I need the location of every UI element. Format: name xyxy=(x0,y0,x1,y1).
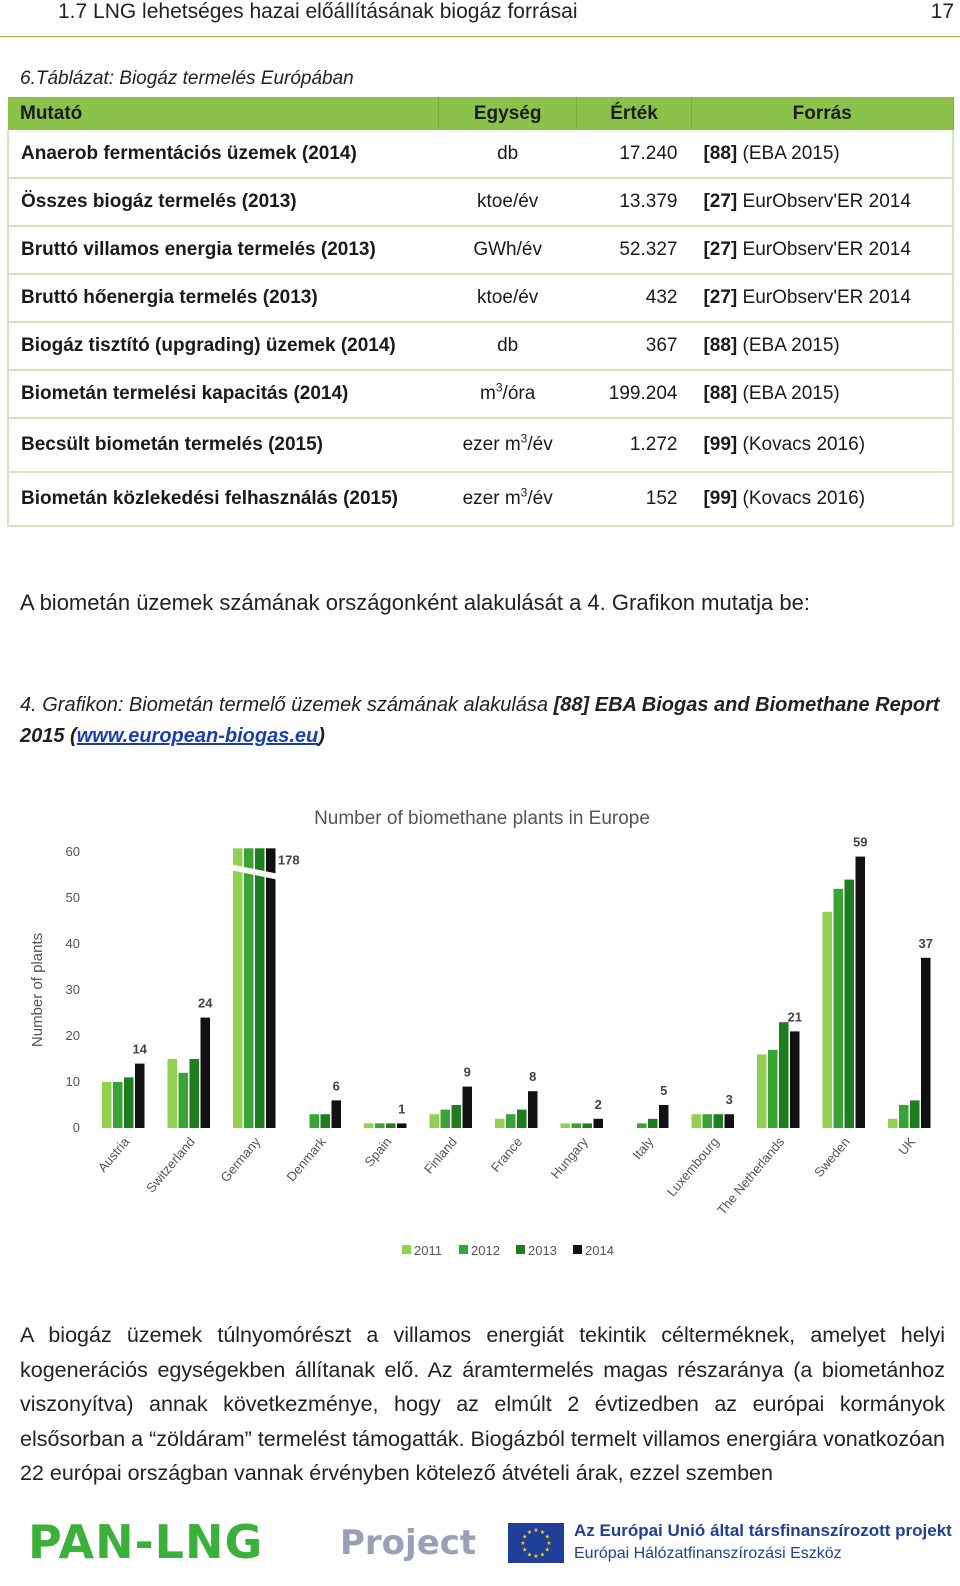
bar-sweden-2011 xyxy=(823,912,833,1128)
page-header xyxy=(0,0,960,40)
source-ref: [88] xyxy=(703,335,738,356)
bar-germany-2014 xyxy=(266,848,276,1128)
data-label: 8 xyxy=(529,1069,537,1085)
bar-austria-2012 xyxy=(113,1082,123,1128)
bar-germany-2013 xyxy=(255,848,265,1128)
data-label: 37 xyxy=(918,935,933,951)
project-logo-text: Project xyxy=(340,1523,477,1563)
table-row xyxy=(8,322,953,370)
bar-the-netherlands-2013 xyxy=(779,1022,789,1128)
bar-italy-2013 xyxy=(648,1119,658,1128)
cell-mutato: Összes biogáz termelés (2013) xyxy=(8,178,439,226)
bar-spain-2013 xyxy=(386,1123,396,1128)
cell-forras xyxy=(691,418,953,472)
bar-austria-2011 xyxy=(102,1082,112,1128)
legend-label: 2011 xyxy=(414,1243,442,1258)
legend-swatch-2012 xyxy=(459,1245,468,1254)
bar-the-netherlands-2011 xyxy=(757,1054,767,1128)
source-text: (EBA 2015) xyxy=(737,142,840,164)
cell-forras xyxy=(691,130,953,178)
table-row xyxy=(8,370,953,418)
svg-text:★: ★ xyxy=(544,1533,550,1541)
chart-title: Number of biomethane plants in Europe xyxy=(314,808,650,829)
source-text: EurObserv'ER 2014 xyxy=(737,239,911,260)
bar-france-2013 xyxy=(517,1110,527,1128)
bar-finland-2014 xyxy=(463,1087,473,1128)
table-caption: 6.Táblázat: Biogáz termelés Európában xyxy=(20,68,354,89)
bar-sweden-2012 xyxy=(834,889,844,1128)
source-ref: [27] xyxy=(703,191,738,212)
data-label: 2 xyxy=(594,1096,602,1112)
cell-ertek: 1.272 xyxy=(577,418,692,472)
cell-ertek: 152 xyxy=(577,472,692,526)
svg-text:★: ★ xyxy=(520,1540,526,1547)
source-ref: [88] xyxy=(703,383,738,404)
unit-suffix: /év xyxy=(527,434,553,455)
page-number: 17 xyxy=(930,0,954,23)
bar-switzerland-2014 xyxy=(201,1018,211,1128)
bar-switzerland-2012 xyxy=(179,1073,189,1128)
eu-flag-icon xyxy=(508,1523,564,1563)
bar-austria-2014 xyxy=(135,1064,145,1128)
source-link[interactable]: www.european-biogas.eu xyxy=(76,725,319,747)
bar-germany-2011 xyxy=(233,848,243,1128)
bar-spain-2014 xyxy=(397,1123,407,1128)
data-label: 5 xyxy=(660,1083,668,1098)
cell-forras xyxy=(691,226,953,274)
cell-ertek: 367 xyxy=(577,322,692,370)
category-label: France xyxy=(487,1134,526,1175)
bar-spain-2011 xyxy=(364,1123,374,1128)
cell-egyseg: ktoe/év xyxy=(439,274,577,322)
biogas-table xyxy=(7,97,954,527)
bar-spain-2012 xyxy=(375,1123,385,1128)
source-ref: [27] xyxy=(703,287,738,308)
source-ref: [88] xyxy=(703,142,738,164)
data-label: 1 xyxy=(398,1101,406,1117)
cell-mutato: Bruttó villamos energia termelés (2013) xyxy=(8,226,439,274)
table-row xyxy=(8,178,953,226)
category-label: The Netherlands xyxy=(714,1134,788,1218)
y-tick-label: 10 xyxy=(65,1074,80,1089)
data-label: 9 xyxy=(463,1064,471,1080)
cell-mutato: Becsült biometán termelés (2015) xyxy=(8,418,439,472)
cell-forras xyxy=(691,274,953,322)
unit-text: ezer m xyxy=(462,434,521,455)
category-label: Germany xyxy=(217,1134,264,1185)
data-label: 3 xyxy=(725,1092,733,1108)
unit-exponent: 3 xyxy=(495,380,503,395)
source-text: (Kovacs 2016) xyxy=(737,488,866,509)
caption-ref: [88] xyxy=(553,694,590,716)
bar-denmark-2012 xyxy=(310,1114,320,1128)
data-label: 14 xyxy=(132,1041,147,1057)
cell-egyseg: ktoe/év xyxy=(439,178,577,226)
legend-swatch-2013 xyxy=(516,1245,525,1254)
svg-text:★: ★ xyxy=(526,1528,533,1536)
cell-mutato: Biometán közlekedési felhasználás (2015) xyxy=(8,472,439,526)
svg-text:★: ★ xyxy=(546,1540,552,1547)
source-ref: [99] xyxy=(703,434,738,455)
unit-suffix: /óra xyxy=(502,383,536,404)
table-row xyxy=(8,472,953,526)
bar-finland-2012 xyxy=(441,1110,451,1128)
legend-label: 2012 xyxy=(471,1243,500,1258)
eu-cofinance-text: Az Európai Unió által társfinanszírozott projekt xyxy=(574,1521,952,1540)
cell-ertek: 199.204 xyxy=(577,370,692,418)
bar-france-2012 xyxy=(506,1114,516,1128)
svg-text:★: ★ xyxy=(539,1551,546,1559)
cell-mutato: Biometán termelési kapacitás (2014) xyxy=(8,370,439,418)
bar-hungary-2011 xyxy=(561,1123,571,1128)
cell-egyseg: GWh/év xyxy=(439,226,577,274)
category-label: Finland xyxy=(420,1134,460,1177)
source-text: EurObserv'ER 2014 xyxy=(737,191,911,212)
cell-mutato: Biogáz tisztító (upgrading) üzemek (2014) xyxy=(8,322,439,370)
category-label: Switzerland xyxy=(143,1134,198,1196)
header-forras: Forrás xyxy=(691,97,953,130)
cell-mutato: Bruttó hőenergia termelés (2013) xyxy=(8,274,439,322)
data-label: 6 xyxy=(332,1078,340,1094)
bar-luxembourg-2012 xyxy=(703,1114,713,1128)
legend-swatch-2014 xyxy=(573,1245,582,1254)
cell-egyseg xyxy=(439,418,577,472)
page-footer xyxy=(0,1505,960,1586)
data-label: 59 xyxy=(853,834,868,850)
bar-luxembourg-2014 xyxy=(725,1114,735,1128)
unit-exponent: 3 xyxy=(520,485,528,500)
bar-sweden-2014 xyxy=(856,857,866,1128)
category-label: Luxembourg xyxy=(663,1134,722,1200)
unit-text: ezer m xyxy=(462,488,521,509)
category-label: Hungary xyxy=(547,1134,591,1182)
biomethane-chart xyxy=(20,790,945,1270)
y-axis-label: Number of plants xyxy=(29,932,46,1048)
bar-switzerland-2011 xyxy=(168,1059,178,1128)
bar-the-netherlands-2014 xyxy=(790,1031,800,1128)
svg-text:★: ★ xyxy=(526,1551,533,1559)
cell-egyseg: db xyxy=(439,130,577,178)
bar-finland-2011 xyxy=(430,1114,440,1128)
bar-finland-2013 xyxy=(452,1105,462,1128)
svg-text:★: ★ xyxy=(533,1527,539,1534)
legend-swatch-2011 xyxy=(402,1245,411,1254)
cell-ertek: 13.379 xyxy=(577,178,692,226)
bar-hungary-2012 xyxy=(572,1123,582,1128)
data-label: 24 xyxy=(198,995,213,1011)
bar-germany-2012 xyxy=(244,848,254,1128)
bar-uk-2011 xyxy=(888,1119,898,1128)
cef-text: Európai Hálózatfinanszírozási Eszköz xyxy=(574,1545,842,1562)
source-text: EurObserv'ER 2014 xyxy=(737,287,911,308)
category-label: Denmark xyxy=(283,1134,329,1185)
unit-suffix: /év xyxy=(527,488,553,509)
header-mutato: Mutató xyxy=(8,97,439,130)
bar-denmark-2014 xyxy=(332,1100,342,1128)
category-label: UK xyxy=(895,1134,919,1158)
cell-ertek: 52.327 xyxy=(577,226,692,274)
category-label: Austria xyxy=(94,1134,133,1175)
table-row xyxy=(8,274,953,322)
svg-text:★: ★ xyxy=(539,1528,546,1536)
table-header-row xyxy=(8,97,953,130)
y-tick-label: 50 xyxy=(65,890,80,905)
pan-lng-logo: PAN-LNG xyxy=(28,1515,264,1569)
source-text: (EBA 2015) xyxy=(737,383,840,404)
bar-uk-2014 xyxy=(921,958,931,1128)
bar-italy-2012 xyxy=(637,1123,647,1128)
category-label: Spain xyxy=(361,1134,395,1170)
legend-label: 2013 xyxy=(528,1243,557,1258)
category-label: Italy xyxy=(629,1134,657,1163)
unit-text: m xyxy=(480,383,496,404)
table-row xyxy=(8,130,953,178)
table-row xyxy=(8,226,953,274)
bar-luxembourg-2011 xyxy=(692,1114,702,1128)
source-text: (EBA 2015) xyxy=(737,335,840,356)
cell-forras xyxy=(691,322,953,370)
bar-luxembourg-2013 xyxy=(714,1114,724,1128)
bar-italy-2014 xyxy=(659,1105,669,1128)
bar-hungary-2013 xyxy=(583,1123,593,1128)
y-tick-label: 60 xyxy=(65,844,80,859)
bar-france-2014 xyxy=(528,1091,538,1128)
y-tick-label: 20 xyxy=(65,1028,80,1043)
header-egyseg: Egység xyxy=(439,97,577,130)
svg-text:★: ★ xyxy=(522,1546,528,1554)
source-text: (Kovacs 2016) xyxy=(737,434,866,455)
cell-forras xyxy=(691,472,953,526)
bar-france-2011 xyxy=(495,1119,505,1128)
svg-text:★: ★ xyxy=(544,1546,550,1554)
data-label: 21 xyxy=(787,1009,802,1025)
cell-ertek: 17.240 xyxy=(577,130,692,178)
body-paragraph: A biogáz üzemek túlnyomórészt a villamos energiát tekintik célterméknek, amelyet helyi kogenerációs egységekben állítanak elő. Az áramtermelés magas részaránya (a biometánhoz viszonyítva) annak következménye, hogy az elmúlt 2 évtizedben az európai kormányok elsősorban a “zöldáram” termelést támogatták. Biogázból termelt villamos energiára vonatkozóan 22 európai országban vannak érvényben kötelező átvételi árak, ezzel szemben xyxy=(20,1323,945,1485)
header-divider xyxy=(0,36,960,37)
unit-exponent: 3 xyxy=(520,431,528,446)
bar-the-netherlands-2012 xyxy=(768,1050,778,1128)
bar-austria-2013 xyxy=(124,1077,134,1128)
section-title: 1.7 LNG lehetséges hazai előállításának biogáz forrásai xyxy=(58,0,578,23)
cell-egyseg: db xyxy=(439,322,577,370)
y-tick-label: 40 xyxy=(65,936,80,951)
figure-caption xyxy=(20,690,945,752)
cell-forras xyxy=(691,178,953,226)
caption-end: ) xyxy=(318,725,325,747)
cell-forras xyxy=(691,370,953,418)
bar-hungary-2014 xyxy=(594,1119,604,1128)
caption-source: EBA Biogas and Biomethane Report 2015 ( xyxy=(20,694,940,747)
cell-egyseg xyxy=(439,370,577,418)
cell-ertek: 432 xyxy=(577,274,692,322)
source-ref: [27] xyxy=(703,239,738,260)
caption-text: 4. Grafikon: Biometán termelő üzemek számának alakulása xyxy=(20,694,554,716)
cell-egyseg xyxy=(439,472,577,526)
category-label: Sweden xyxy=(811,1134,853,1180)
table-row xyxy=(8,418,953,472)
svg-text:★: ★ xyxy=(533,1553,539,1560)
bar-uk-2012 xyxy=(899,1105,909,1128)
bar-sweden-2013 xyxy=(845,880,855,1128)
bar-denmark-2013 xyxy=(321,1114,331,1128)
svg-text:★: ★ xyxy=(522,1533,528,1541)
y-tick-label: 0 xyxy=(72,1120,80,1135)
bar-uk-2013 xyxy=(910,1100,920,1128)
intro-paragraph: A biometán üzemek számának országonként alakulását a 4. Grafikon mutatja be: xyxy=(20,590,810,615)
source-ref: [99] xyxy=(703,488,738,509)
data-label: 178 xyxy=(277,852,300,868)
header-ertek: Érték xyxy=(577,97,692,130)
legend-label: 2014 xyxy=(585,1243,614,1258)
y-tick-label: 30 xyxy=(65,982,80,997)
bar-switzerland-2013 xyxy=(190,1059,200,1128)
cell-mutato: Anaerob fermentációs üzemek (2014) xyxy=(8,130,439,178)
